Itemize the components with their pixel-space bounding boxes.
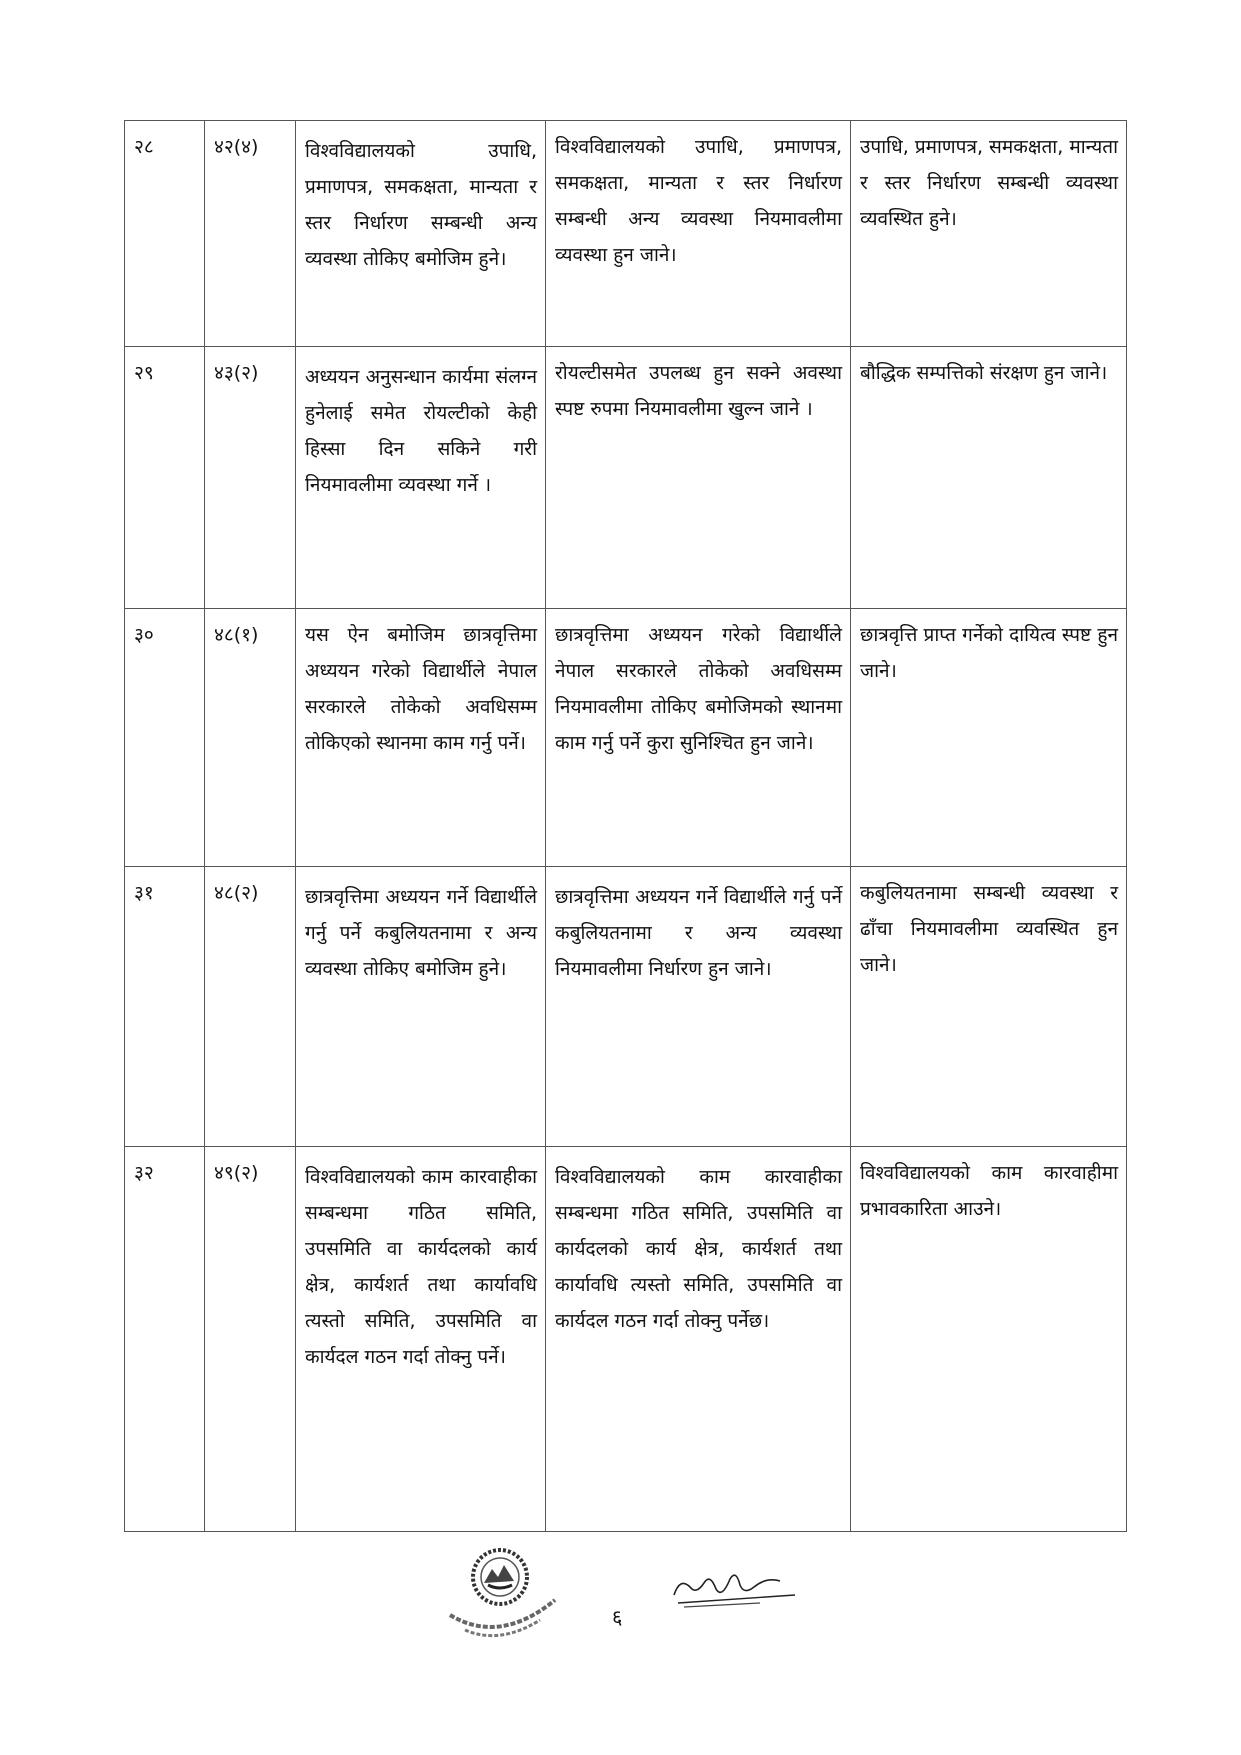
section-number: ४८(२) xyxy=(205,867,296,1147)
serial-number: २८ xyxy=(125,121,205,347)
government-seal-icon xyxy=(440,1545,570,1645)
current-provision: विश्वविद्यालयको काम कारवाहीका सम्बन्धमा गठित समिति, उपसमिति वा कार्यदलको कार्य क्षेत्र, कार्यशर्त तथा कार्यावधि त्यस्तो समिति, उपसमिति वा कार्यदल गठन गर्दा तोक्नु पर्ने। xyxy=(296,1147,546,1532)
section-number: ४३(२) xyxy=(205,347,296,609)
proposed-provision: रोयल्टीसमेत उपलब्ध हुन सक्ने अवस्था स्पष्ट रुपमा नियमावलीमा खुल्न जाने । xyxy=(546,347,851,609)
table-row xyxy=(125,121,1127,347)
section-number: ४९(२) xyxy=(205,1147,296,1532)
serial-number: ३० xyxy=(125,609,205,867)
expected-effect: विश्वविद्यालयको काम कारवाहीमा प्रभावकारिता आउने। xyxy=(851,1147,1127,1532)
table-row xyxy=(125,347,1127,609)
current-provision: छात्रवृत्तिमा अध्ययन गर्ने विद्यार्थीले गर्नु पर्ने कबुलियतनामा र अन्य व्यवस्था तोकिए बमोजिम हुने। xyxy=(296,867,546,1147)
proposed-provision: छात्रवृत्तिमा अध्ययन गरेको विद्यार्थीले नेपाल सरकारले तोकेको अवधिसम्म नियमावलीमा तोकिए बमोजिमको स्थानमा काम गर्नु पर्ने कुरा सुनिश्चित हुन जाने। xyxy=(546,609,851,867)
serial-number: ३१ xyxy=(125,867,205,1147)
current-provision: विश्वविद्यालयको उपाधि, प्रमाणपत्र, समकक्षता, मान्यता र स्तर निर्धारण सम्बन्धी अन्य व्यवस्था तोकिए बमोजिम हुने। xyxy=(296,121,546,347)
section-number: ४२(४) xyxy=(205,121,296,347)
serial-number: २९ xyxy=(125,347,205,609)
expected-effect: उपाधि, प्रमाणपत्र, समकक्षता, मान्यता र स्तर निर्धारण सम्बन्धी व्यवस्था व्यवस्थित हुने। xyxy=(851,121,1127,347)
section-number: ४८(१) xyxy=(205,609,296,867)
table-row xyxy=(125,1147,1127,1532)
serial-number: ३२ xyxy=(125,1147,205,1532)
expected-effect: कबुलियतनामा सम्बन्धी व्यवस्था र ढाँचा नियमावलीमा व्यवस्थित हुन जाने। xyxy=(851,867,1127,1147)
page-footer xyxy=(0,1545,1241,1655)
signature-icon xyxy=(670,1565,800,1615)
table-row xyxy=(125,867,1127,1147)
current-provision: यस ऐन बमोजिम छात्रवृत्तिमा अध्ययन गरेको विद्यार्थीले नेपाल सरकारले तोकेको अवधिसम्म तोकिएको स्थानमा काम गर्नु पर्ने। xyxy=(296,609,546,867)
expected-effect: बौद्धिक सम्पत्तिको संरक्षण हुन जाने। xyxy=(851,347,1127,609)
page-number: ६ xyxy=(612,1605,623,1629)
expected-effect: छात्रवृत्ति प्राप्त गर्नेको दायित्व स्पष्ट हुन जाने। xyxy=(851,609,1127,867)
current-provision: अध्ययन अनुसन्धान कार्यमा संलग्न हुनेलाई समेत रोयल्टीको केही हिस्सा दिन सकिने गरी नियमावलीमा व्यवस्था गर्ने । xyxy=(296,347,546,609)
comparison-table xyxy=(124,120,1127,1532)
proposed-provision: विश्वविद्यालयको उपाधि, प्रमाणपत्र, समकक्षता, मान्यता र स्तर निर्धारण सम्बन्धी अन्य व्यवस्था नियमावलीमा व्यवस्था हुन जाने। xyxy=(546,121,851,347)
proposed-provision: विश्वविद्यालयको काम कारवाहीका सम्बन्धमा गठित समिति, उपसमिति वा कार्यदलको कार्य क्षेत्र, कार्यशर्त तथा कार्यावधि त्यस्तो समिति, उपसमिति वा कार्यदल गठन गर्दा तोक्नु पर्नेछ। xyxy=(546,1147,851,1532)
proposed-provision: छात्रवृत्तिमा अध्ययन गर्ने विद्यार्थीले गर्नु पर्ने कबुलियतनामा र अन्य व्यवस्था नियमावलीमा निर्धारण हुन जाने। xyxy=(546,867,851,1147)
table-row xyxy=(125,609,1127,867)
